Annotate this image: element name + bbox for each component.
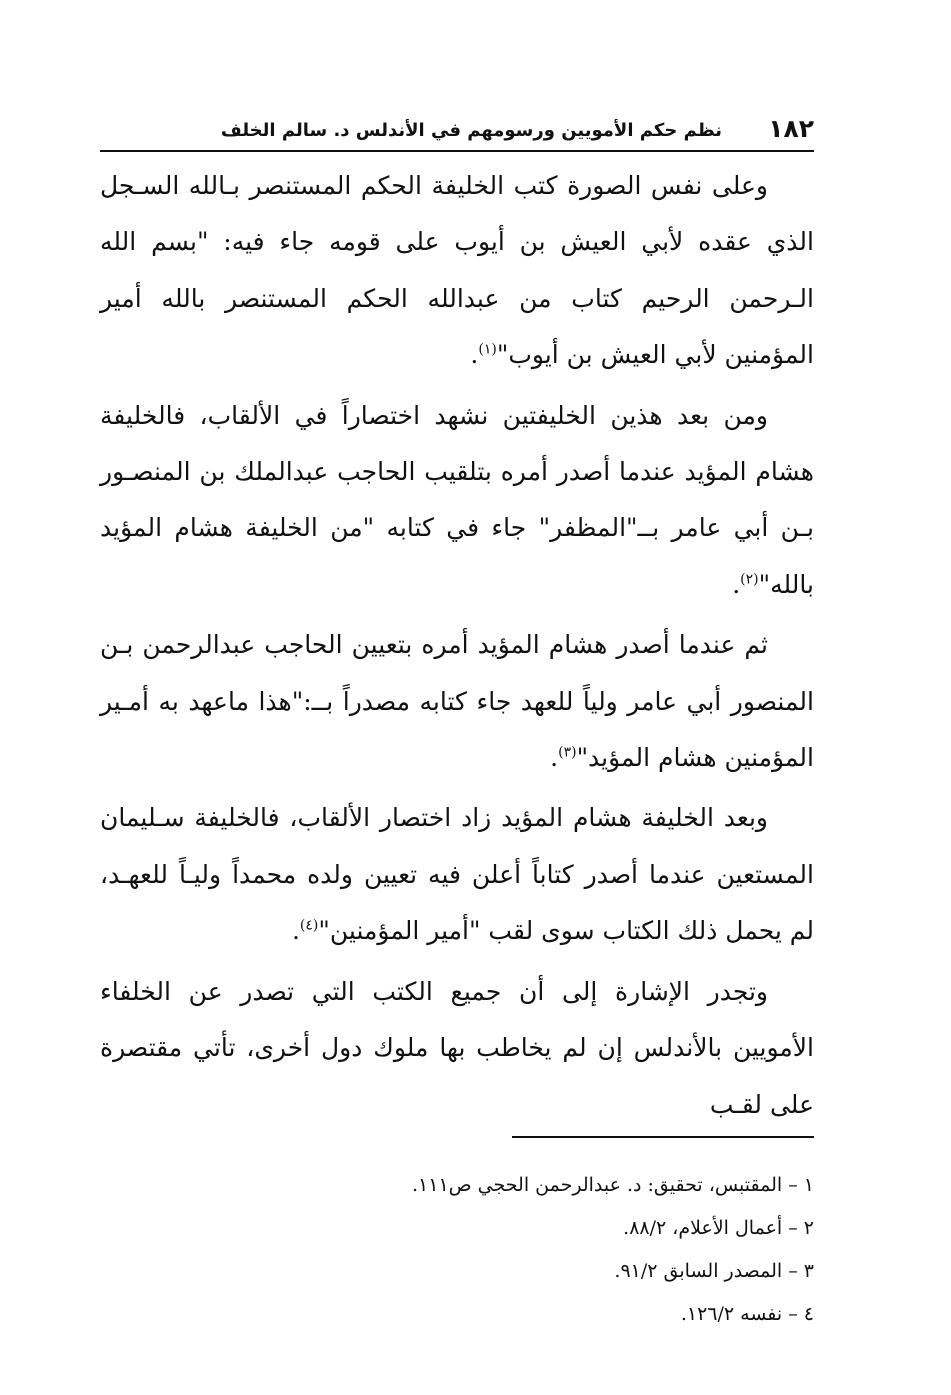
paragraph (100, 790, 814, 959)
footnotes (194, 1164, 814, 1336)
page-number: ١٨٢ (768, 114, 814, 143)
paragraph-end: . (291, 916, 300, 946)
header-rule (100, 150, 814, 152)
footnote-ref: (٤) (299, 917, 319, 934)
paragraph-end: . (732, 569, 741, 599)
paragraph-end: . (550, 743, 559, 773)
footnote: ٤ – نفسه ١٢٦/٢. (680, 1303, 814, 1325)
paragraph-text: وبعد الخليفة هشام المؤيد زاد اختصار الألقاب، فالخليفة سـليمان المستعين عندما أصدر كتاباً أعلن فيه تعيين ولده محمداً وليـاً للعهـد، لم يحمل ذلك الكتاب سوى لقب "أمير المؤمنين" (100, 803, 814, 946)
page-header (100, 112, 814, 152)
paragraph (100, 617, 814, 786)
footnote-separator (512, 1136, 814, 1138)
paragraph-end: . (470, 340, 479, 370)
footnote-ref: (٢) (740, 571, 759, 588)
body-text (100, 158, 814, 1137)
footnote: ١ – المقتبس، تحقيق: د. عبدالرحمن الحجي ص١١١. (412, 1174, 814, 1196)
paragraph (100, 964, 814, 1133)
footnote: ٢ – أعمال الأعلام، ٨٨/٢. (623, 1217, 814, 1239)
paragraph (100, 388, 814, 614)
paragraph-text: وعلى نفس الصورة كتب الخليفة الحكم المستنصر بـالله السـجل الذي عقده لأبي العيش بن أيوب على قومه جاء فيه: "بسم الله الـرحمن الرحيم كتاب من عبدالله الحكم المستنصر بالله أمير المؤمنين لأبي العيش بن أيوب" (100, 171, 814, 370)
paragraph-text: ثم عندما أصدر هشام المؤيد أمره بتعيين الحاجب عبدالرحمن بـن المنصور أبي عامر ولياً للعهد جاء كتابه مصدراً بــ:"هذا ماعهد به أمـير المؤمنين هشام المؤيد" (100, 630, 814, 773)
footnote: ٣ – المصدر السابق ٩١/٢. (614, 1260, 814, 1282)
paragraph-text: وتجدر الإشارة إلى أن جميع الكتب التي تصدر عن الخلفاء الأمويين بالأندلس إن لم يخاطب بها ملوك دول أخرى، تأتي مقتصرة على لقـب (100, 976, 814, 1119)
paragraph (100, 158, 814, 384)
footnote-ref: (٣) (558, 744, 577, 761)
running-title: نظم حكم الأمويين ورسومهم في الأندلس د. سالم الخلف (220, 120, 722, 141)
paragraph-text: ومن بعد هذين الخليفتين نشهد اختصاراً في الألقاب، فالخليفة هشام المؤيد عندما أصدر أمره بتلقيب الحاجب عبدالملك بن المنصـور بـن أبي عامر بــ"المظفر" جاء في كتابه "من الخليفة هشام المؤيد بالله" (100, 400, 814, 599)
footnote-ref: (١) (478, 341, 497, 358)
